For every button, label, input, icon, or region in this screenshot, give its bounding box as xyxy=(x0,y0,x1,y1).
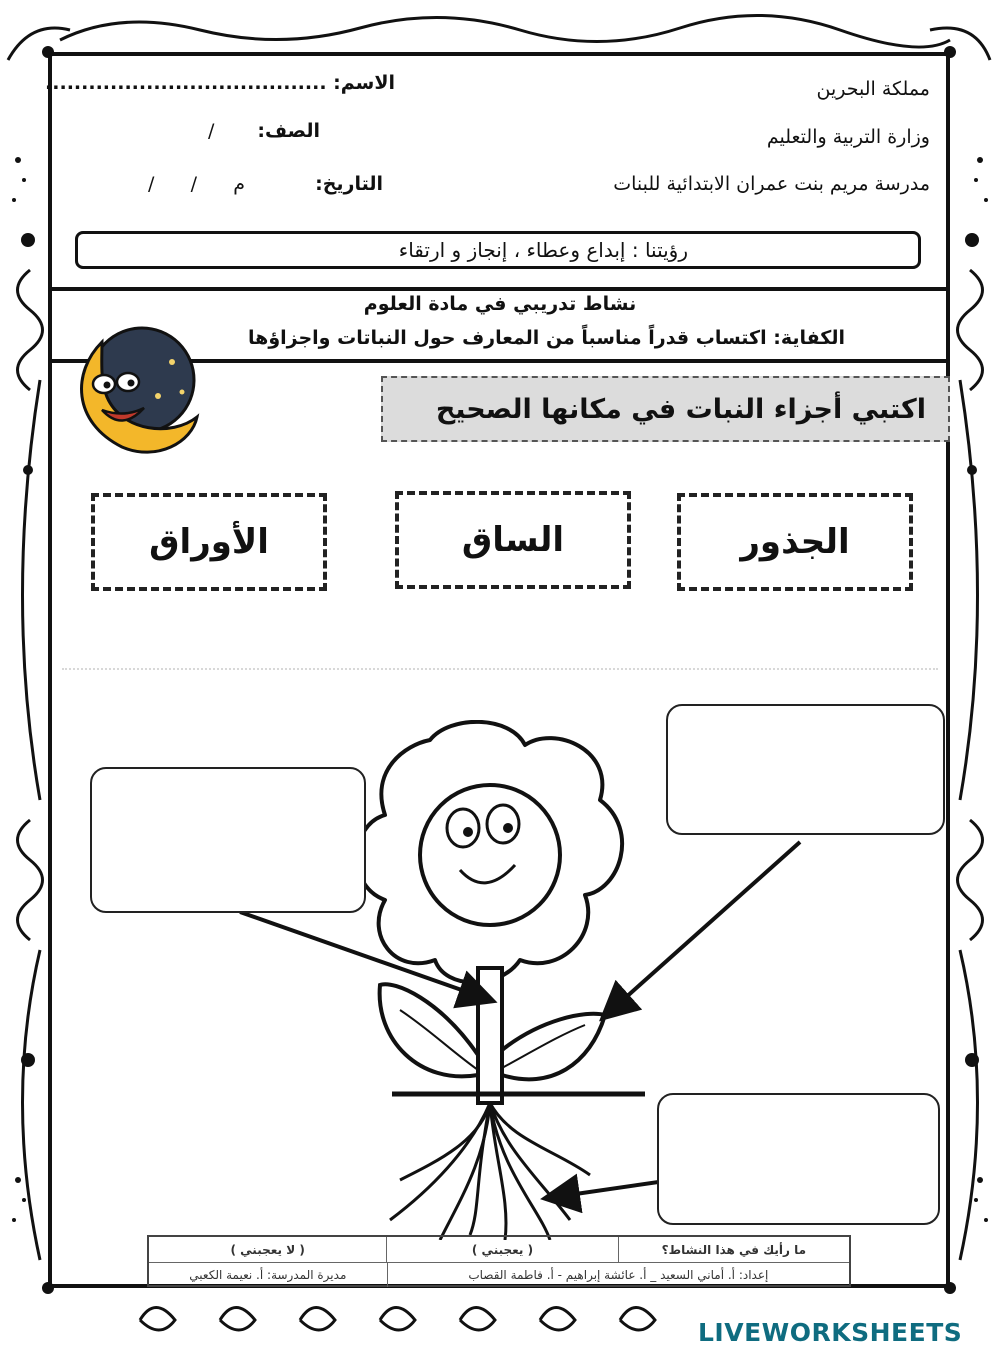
word-leaves[interactable]: الأوراق xyxy=(91,493,327,591)
answer-box-top-right[interactable] xyxy=(666,704,945,835)
activity-competency: الكفاية: اكتساب قدراً مناسباً من المعارف حول النباتات واجزاؤها xyxy=(248,327,845,349)
class-label: الصف: xyxy=(257,120,320,142)
class-field[interactable]: / xyxy=(208,120,215,142)
feedback-like[interactable]: ( يعجبني ) xyxy=(386,1237,617,1262)
word-stem[interactable]: الساق xyxy=(395,491,631,589)
school-label: مدرسة مريم بنت عمران الابتدائية للبنات xyxy=(613,173,930,195)
name-field[interactable]: الاسم: ....................................... xyxy=(45,72,395,94)
activity-title: نشاط تدريبي في مادة العلوم xyxy=(363,293,637,315)
feedback-dislike[interactable]: ( لا يعجبني ) xyxy=(230,1242,305,1257)
principal-name: مديرة المدرسة: أ. نعيمة الكعبي xyxy=(189,1267,347,1282)
date-field[interactable]: / / م xyxy=(148,173,246,195)
kingdom-label: مملكة البحرين xyxy=(816,78,930,100)
date-label: التاريخ: xyxy=(315,173,383,195)
feedback-table xyxy=(147,1235,851,1287)
instruction-banner: اكتبي أجزاء النبات في مكانها الصحيح xyxy=(381,376,950,442)
feedback-question: ما رأيك في هذا النشاط؟ xyxy=(618,1237,849,1262)
liveworksheets-logo: LIVEWORKSHEETS xyxy=(698,1318,963,1347)
ministry-label: وزارة التربية والتعليم xyxy=(766,126,930,148)
prepared-by: إعداد: أ. أماني السعيد _ أ. عائشة إبراهيم - أ. فاطمة القصاب xyxy=(387,1262,849,1287)
answer-box-roots[interactable] xyxy=(657,1093,940,1225)
vision-banner: رؤيتنا : إبداع وعطاء ، إنجاز و ارتقاء xyxy=(75,231,921,269)
answer-box-leaves[interactable] xyxy=(90,767,366,913)
word-roots[interactable]: الجذور xyxy=(677,493,913,591)
